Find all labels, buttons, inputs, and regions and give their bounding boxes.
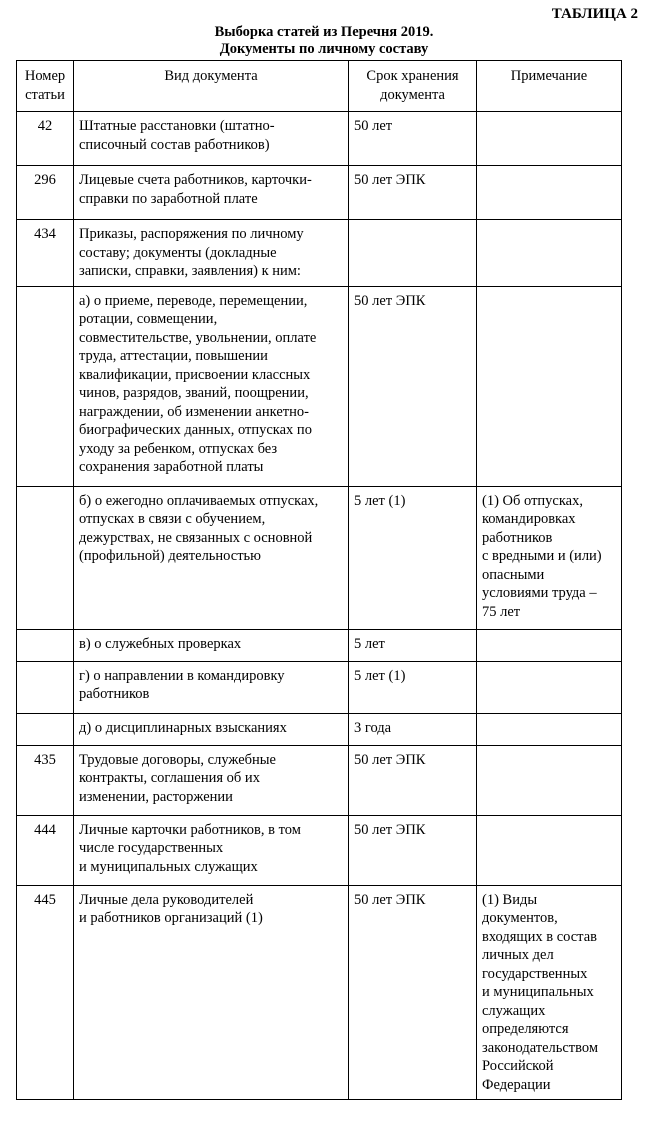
cell-number [17,286,74,486]
cell-period: 50 лет ЭПК [349,885,477,1100]
cell-period: 50 лет ЭПК [349,286,477,486]
cell-note [477,745,622,815]
cell-note: (1) Виды документов, входящих в состав личных дел государственных и муниципальных служащих определяются законодательством Российской Федерации [477,885,622,1100]
table-header-row [17,61,622,112]
cell-number [17,629,74,661]
table-row [17,745,622,815]
cell-kind: Приказы, распоряжения по личному составу; документы (докладные записки, справки, заявления) к ним: [74,220,349,287]
cell-note [477,713,622,745]
cell-note [477,629,622,661]
cell-period [349,220,477,287]
table-row [17,486,622,629]
cell-number [17,713,74,745]
column-header-period: Срок хранения документа [349,61,477,112]
column-header-number: Номер статьи [17,61,74,112]
column-header-kind: Вид документа [74,61,349,112]
table-label: ТАБЛИЦА 2 [551,6,638,22]
cell-kind: д) о дисциплинарных взысканиях [74,713,349,745]
cell-kind: а) о приеме, переводе, перемещении, ротации, совмещении, совместительстве, увольнении, оплате труда, аттестации, повышении квалификации, присвоении классных чинов, разрядов, званий, поощрении, награждении, об изменении анкетно- биографических данных, отпусках по уходу за ребенком, отпусках без сохранения заработной платы [74,286,349,486]
cell-period: 5 лет (1) [349,661,477,713]
cell-note [477,166,622,220]
column-header-note: Примечание [477,61,622,112]
cell-note [477,112,622,166]
cell-kind: Личные дела руководителей и работников организаций (1) [74,885,349,1100]
cell-number [17,486,74,629]
cell-kind: Трудовые договоры, служебные контракты, соглашения об их изменении, расторжении [74,745,349,815]
cell-note [477,286,622,486]
document-subtitle: Документы по личному составу [219,41,429,57]
cell-kind: в) о служебных проверках [74,629,349,661]
cell-number: 445 [17,885,74,1100]
cell-period: 50 лет [349,112,477,166]
cell-number: 435 [17,745,74,815]
table-row [17,885,622,1100]
cell-period: 5 лет [349,629,477,661]
cell-kind: Штатные расстановки (штатно- списочный состав работников) [74,112,349,166]
cell-number [17,661,74,713]
cell-period: 3 года [349,713,477,745]
cell-kind: Личные карточки работников, в том числе государственных и муниципальных служащих [74,815,349,885]
cell-note [477,661,622,713]
table-row [17,286,622,486]
table-row [17,713,622,745]
cell-period: 50 лет ЭПК [349,166,477,220]
table-body [17,112,622,1100]
cell-kind: г) о направлении в командировку работников [74,661,349,713]
table-row [17,661,622,713]
cell-number: 42 [17,112,74,166]
cell-note [477,220,622,287]
table-row [17,112,622,166]
cell-number: 434 [17,220,74,287]
table-row [17,220,622,287]
cell-period: 50 лет ЭПК [349,745,477,815]
table-row [17,629,622,661]
cell-note: (1) Об отпусках, командировках работников с вредными и (или) опасными условиями труда – 75 лет [477,486,622,629]
cell-number: 444 [17,815,74,885]
cell-period: 5 лет (1) [349,486,477,629]
document-title: Выборка статей из Перечня 2019. [214,24,434,40]
cell-kind: Лицевые счета работников, карточки- справки по заработной плате [74,166,349,220]
cell-period: 50 лет ЭПК [349,815,477,885]
table-row [17,166,622,220]
cell-number: 296 [17,166,74,220]
retention-table [16,60,622,1100]
cell-note [477,815,622,885]
table-row [17,815,622,885]
cell-kind: б) о ежегодно оплачиваемых отпусках, отпусках в связи с обучением, дежурствах, не связанных с основной (профильной) деятельностью [74,486,349,629]
